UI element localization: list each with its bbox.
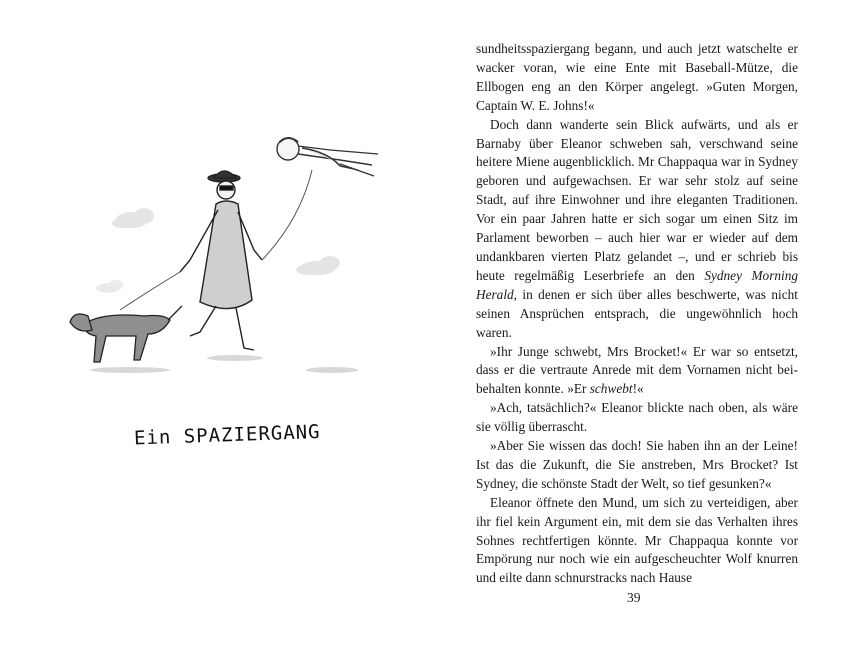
italic-text: Sydney Morning Herald xyxy=(476,267,799,302)
paragraph xyxy=(476,40,798,116)
paragraph xyxy=(476,437,798,494)
dog-leash xyxy=(120,272,180,310)
right-page-text xyxy=(476,40,798,588)
paragraph xyxy=(476,116,798,343)
cloud-small xyxy=(96,280,123,293)
text-run: Doch dann wanderte sein Blick aufwärts, und als er Barnaby über Eleanor schweben sah, verschwand seine heitere Miene augenblicklich. Mr Chappaqua war in Sydney geboren und aufgewachsen. Er war sehr stolz auf seine Stadt, auf ihre Einwohner und ihre eleganten Traditionen. Vor ein paar Jahren hatte er sich sogar um einen Sitz im Parlament beworben – auch hier war er wieder auf dem undankbaren vierten Platz gelandet –, und er schrieb bis heute regelmäßig Leserbriefe an den xyxy=(476,116,798,283)
left-page xyxy=(0,0,420,648)
paragraph xyxy=(476,399,798,437)
walking-illustration xyxy=(40,120,420,390)
ground-shadows xyxy=(90,355,358,373)
text-run: sundheitsspaziergang begann, und auch jetzt watschelte er wacker voran, wie eine Ente mit Baseball-Mütze, die Ellbogen eng an den Körper angelegt. »Guten Morgen, Captain W. E. Johns!« xyxy=(476,41,798,113)
cloud-right xyxy=(296,256,340,275)
illustration-caption: Ein SPAZIERGANG xyxy=(133,420,321,450)
boy-leash xyxy=(262,170,312,260)
text-run: !« xyxy=(632,381,644,397)
flying-boy xyxy=(277,138,378,176)
italic-text: schwebt xyxy=(589,381,633,397)
cloud-left xyxy=(112,208,154,228)
paragraph xyxy=(476,343,798,400)
text-run: , in denen er sich über alles beschwerte, was nicht seinen Ansprüchen entsprach, die ungewöhnlich hoch waren. xyxy=(476,286,798,340)
dog xyxy=(70,306,182,362)
woman xyxy=(180,171,262,350)
text-run: »Aber Sie wissen das doch! Sie haben ihn an der Leine! Ist das die Zukunft, die Sie anstreben, Mrs Brocket? Ist Sydney, die schönste Stadt der Welt, so tief gesunken?« xyxy=(476,438,798,491)
text-run: »Ach, tatsächlich?« Eleanor blickte nach oben, als wäre sie völlig überrascht. xyxy=(476,400,798,435)
text-run: Eleanor öffnete den Mund, um sich zu verteidigen, aber ihr fiel kein Argument ein, mit dem sie das Verhalten ihres Sohnes rechtfertigen könnte. Mr Chappaqua konnte vor Empörung nur noch wie ein aufgescheuchter Wolf knurren und eilte dann schnurstracks nach Hause xyxy=(476,494,798,586)
text-run: »Ihr Junge schwebt, Mrs Brocket!« Er war so entsetzt, dass er die vertraute Anrede mit dem Vornamen nicht beibehalten konnte. »Er xyxy=(476,343,798,397)
paragraph xyxy=(476,494,798,589)
